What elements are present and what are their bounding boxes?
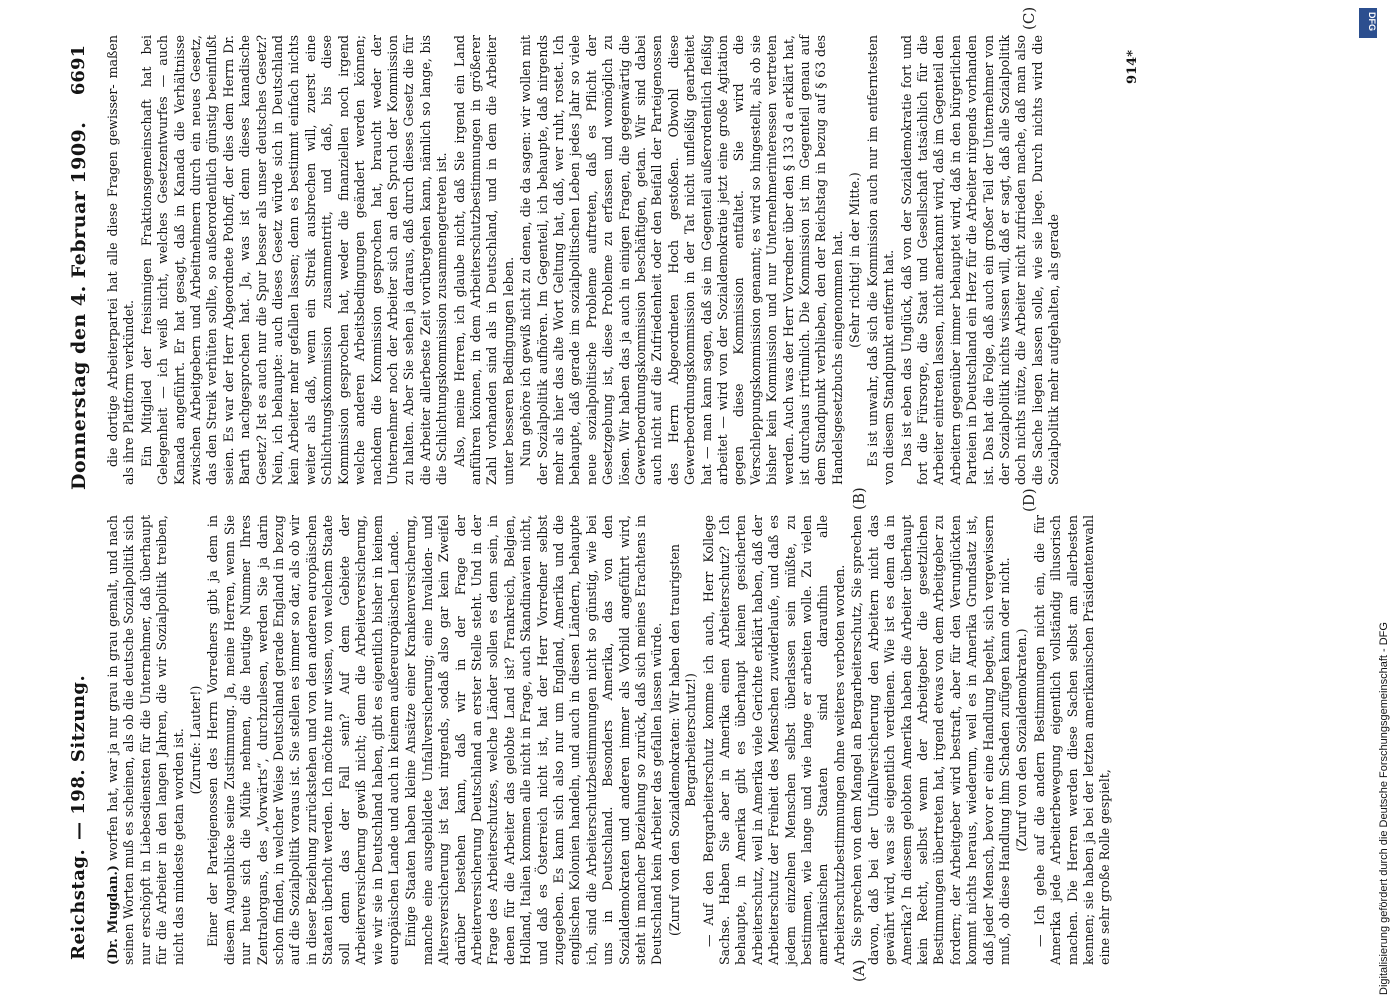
interjection: (Zuruf von den Sozialdemokraten: Wir haben den traurigsten Bergarbeiterschutz!): [666, 543, 699, 937]
page-number: 6691: [68, 45, 89, 96]
margin-mark-b: (B): [850, 487, 868, 510]
paragraph: Nun gehöre ich gewiß nicht zu denen, die da sagen: wir wollen mit der Sozialpolitik aufhören. Im Gegenteil, ich behaupte, daß nirgends mehr als hier das alte Wort Geltung hat, daß, wer ruht, rostet. Ich behaupte, daß gerade im sozialpolitischen Leben jedes Jahr so viele neue sozialpolitische Probleme auftreten, daß es Pflicht der Gesetzgebung ist, diese Probleme zu erfassen und womöglich zu lösen. Wir haben das ja auch in einigen Fragen, die gegenwärtig die Gewerbeordnungskommission beschäftigen, getan. Wir sind dabei auch nicht auf die Zufriedenheit oder den Beifall der Parteigenossen des Herrn Abgeordneten Hoch gestoßen. Obwohl diese Gewerbeordnungskommission in der Tat nicht unfleißig gearbeitet hat — man kann sagen, daß sie im Gegenteil außerordentlich fleißig arbeitet — wird von der Sozialdemokratie jetzt eine große Agitation gegen diese Kommission entfaltet. Sie wird die Verschleppungskommission genannt; es wird so hingestellt, als ob sie bisher kein Kommission und nur Unternehmerinteressen vertreten werden. Auch was der Herr Vorredner über den § 133 d a erklärt hat, ist durchaus irrtümlich. Die Kommission ist im Gegenteil genau auf dem Standpunkt verblieben, den der Reichstag in bezug auf § 63 des Handelsgesetzbuchs eingenommen hat.: [518, 35, 845, 485]
speaker-name: (Dr. Mugdan.): [105, 865, 120, 965]
interjection: (Zurufe: Lauter!): [188, 685, 204, 795]
scanned-page: [10, 6, 1340, 990]
header-title: Reichstag.: [68, 848, 89, 960]
dfg-logo-badge: [1359, 8, 1377, 38]
paragraph: Sie sprechen von dem Mangel an Bergarbeiterschutz, Sie sprechen davon, daß bei der Unfallversicherung den Arbeitern nicht das gewährt wird, was sie eigentlich verdienen. Wie ist es denn da in Amerika? In diesem gelobten Amerika haben die Arbeiter überhaupt kein Recht, selbst wenn der Arbeitgeber die gesetzlichen Bestimmungen übertreten hat, irgend etwas von dem Arbeitgeber zu fordern; der Arbeitgeber wird bestraft, aber für den Verunglückten kommt nichts heraus, wiederum, weil es in Amerika Grundsatz ist, daß jeder Mensch, bevor er eine Handlung begeht, sich vergewissern muß, ob diese Handlung ihm Schaden zufügen kann oder nicht.: [849, 515, 1012, 965]
interjection: (Sehr richtig! in der Mitte.): [847, 172, 863, 348]
paragraph-text: worfen hat, war ja nur grau in grau gemalt, und nach seinen Worten muß es scheinen, als ob die deutsche Sozialpolitik sich nur erschöpft in Liebesdiensten für die Unternehmer, daß überhaupt für die Arbeiter in den langen Jahren, die wir Sozialpolitik treiben, nicht das mindeste getan worden ist.: [105, 515, 186, 965]
paragraph: — Ich gehe auf die andern Bestimmungen nicht ein, die für Amerika jede Arbeiterbewegung eigentlich vollständig illusorisch machen. Die Herren werden diese Sachen selbst am allerbesten kennen; sie haben ja bei der letzten amerikanischen Präsidentenwahl eine sehr große Rolle gespielt,: [1031, 515, 1113, 965]
margin-mark-a: (A): [850, 959, 868, 982]
paragraph: Ein Mitglied der freisinnigen Fraktionsgemeinschaft hat bei Gelegenheit — ich weiß nicht, welches Gesetzentwurfes — auch Kanada angeführt. Er hat gesagt, daß in Kanada die Verhältnisse zwischen Arbeitgebern und Arbeitnehmern durch ein neues Gesetz, das den Streik verhüten sollte, so außerordentlich günstig beeinflußt seien. Es war der Herr Abgeordnete Pothoff, der dies dem Herrn Dr. Barth nachgesprochen hat. Ja, was ist denn dieses kanadische Gesetz? Ist es auch nur die Spur besser als unser deutsches Gesetz? Nein, ich behaupte: auch dieses Gesetz würde sich in Deutschland kein Arbeiter mehr gefallen lassen; denn es bestimmt einfach nichts weiter als daß, wenn ein Streik ausbrechen will, zuerst eine Schlichtungskommission zusammentritt, und daß, bis diese Kommission gesprochen hat, weder die finanziellen noch irgend welche anderen Arbeitsbedingungen geändert werden können; nachdem die Kommission gesprochen hat, braucht weder der Unternehmer noch der Arbeiter sich an den Spruch der Kommission zu halten. Aber Sie sehen ja daraus, daß durch dieses Gesetz die für die Arbeiter allerbeste Zeit vorübergehen kann, nämlich so lange, bis die Schlichtungskommission zusammengetreten ist.: [138, 35, 450, 485]
paragraph: Einer der Parteigenossen des Herrn Vorredners gibt ja dem in diesem Augenblicke seine Zustimmung. Ja, meine Herren, wenn Sie nur heute sich die Mühe nehmen, die heutige Nummer Ihres Zentralorgans, des „Vorwärts“, durchzulesen, werden Sie ja darin schon finden, in welcher Weise Deutschland gerade England in bezug auf die Sozialpolitik voraus ist. Sie stellen es immer so dar, als ob wir in dieser Beziehung zurückstehen und von den anderen europäischen Staaten überholt werden. Ich möchte nur wissen, von welchem Staate soll denn das der Fall sein? Auf dem Gebiete der Arbeiterversicherung gewiß nicht; denn die Arbeiterversicherung, wie wir sie in Deutschland haben, gibt es eigentlich bisher in keinem europäischen Lande und auch in keinem außereuropäischen Lande.: [205, 515, 401, 965]
left-text-column: [105, 515, 1113, 965]
header-session: — 198. Sitzung.: [68, 674, 89, 840]
margin-mark-c: (C): [1020, 6, 1038, 30]
paragraph: [105, 515, 187, 965]
paragraph: die dortige Arbeiterpartei hat alle diese Fragen gewisser- maßen als ihre Plattform verkündet.: [105, 35, 137, 485]
dfg-logo-text: DFG: [1367, 12, 1377, 31]
paragraph: Also, meine Herren, ich glaube nicht, daß Sie irgend ein Land anführen können, in dem Arbeiterschutzbestimmungen in größerer Zahl vorhanden sind als in Deutschland, und in dem die Arbeiter unter besseren Bedingungen leben.: [451, 35, 516, 485]
right-text-column: [105, 35, 1105, 485]
interjection: (Zuruf von den Sozialdemokraten.): [1014, 628, 1030, 852]
digitization-credit: Digitalisierung gefördert durch die Deutsche Forschungsgemeinschaft - DFG: [1378, 622, 1390, 995]
credit-band: [1358, 0, 1378, 1000]
page-header: [62, 15, 102, 990]
page-footer-number: 914*: [1125, 50, 1140, 84]
paragraph: — Auf den Bergarbeiterschutz komme ich auch, Herr Kollege Sachse. Haben Sie aber in Amerika einen Arbeiterschutz? Ich behaupte, in Amerika gibt es überhaupt keinen gesicherten Arbeiterschutz, weil in Amerika viele Gerichte erklärt haben, daß der Arbeiterschutz der Freiheit des Menschen zuwiderlaufe, und daß es jedem einzelnen Menschen selbst überlassen sein müßte, zu bestimmen, wie lange und wie lange er arbeiten wolle. Zu vielen amerikanischen Staaten sind daraufhin alle Arbeiterschutzbestimmungen ohne weiteres verboten worden.: [700, 515, 847, 965]
paragraph: Einige Staaten haben kleine Ansätze einer Krankenversicherung, manche eine ausgebildete Unfallversicherung; eine Invaliden- und Altersversicherung ist fast nirgends, sodaß also gar kein Zweifel darüber bestehen kann, daß wir in der Frage der Arbeiterversicherung Deutschland an erster Stelle steht. Und in der Frage des Arbeiterschutzes, welche Länder sollen es denn sein, in denen für die Arbeiter das gelobte Land ist? Frankreich, Belgien, Holland, Italien kommen alle nicht in Frage, auch Skandinavien nicht, und daß es Österreich nicht ist, hat der Herr Vorredner selbst zugegeben. Es kann sich also nur um England, Amerika und die englischen Kolonien handeln, und auch in diesen Ländern, behaupte ich, sind die Arbeiterschutzbestimmungen nicht so günstig, wie bei uns in Deutschland. Besonders Amerika, das von den Sozialdemokraten und anderen immer als Vorbild angeführt wird, steht in mancher Beziehung so zurück, daß sich meines Erachtens in Deutschland kein Arbeiter das gefallen lassen würde.: [403, 515, 665, 965]
header-date: Donnerstag den 4. Februar 1909.: [68, 121, 90, 490]
paragraph: Das ist eben das Unglück, daß von der Sozialdemokratie fort und fort die Fürsorge, die Staat und Gesellschaft tatsächlich für die Arbeiter eintreten lassen, nicht anerkannt wird, daß im Gegenteil den Arbeitern gegenüber immer behauptet wird, daß in den bürgerlichen Parteien in Deutschland ein Herz für die Arbeiter nirgends vorhanden ist. Das hat die Folge, daß auch ein großer Teil der Unternehmer von der Sozialpolitik nichts wissen will, daß er sagt, daß alle Sozialpolitik doch nichts nütze, die Arbeiter nicht zufrieden mache, daß man also die Sache liegen lassen solle, wie sie liege. Durch nichts wird die Sozialpolitik mehr aufgehalten, als gerade: [898, 35, 1062, 485]
margin-mark-d: (D): [1020, 488, 1038, 512]
paragraph: Es ist unwahr, daß sich die Kommission auch nur im entferntesten von diesem Standpunkt entfernt hat.: [864, 35, 897, 485]
